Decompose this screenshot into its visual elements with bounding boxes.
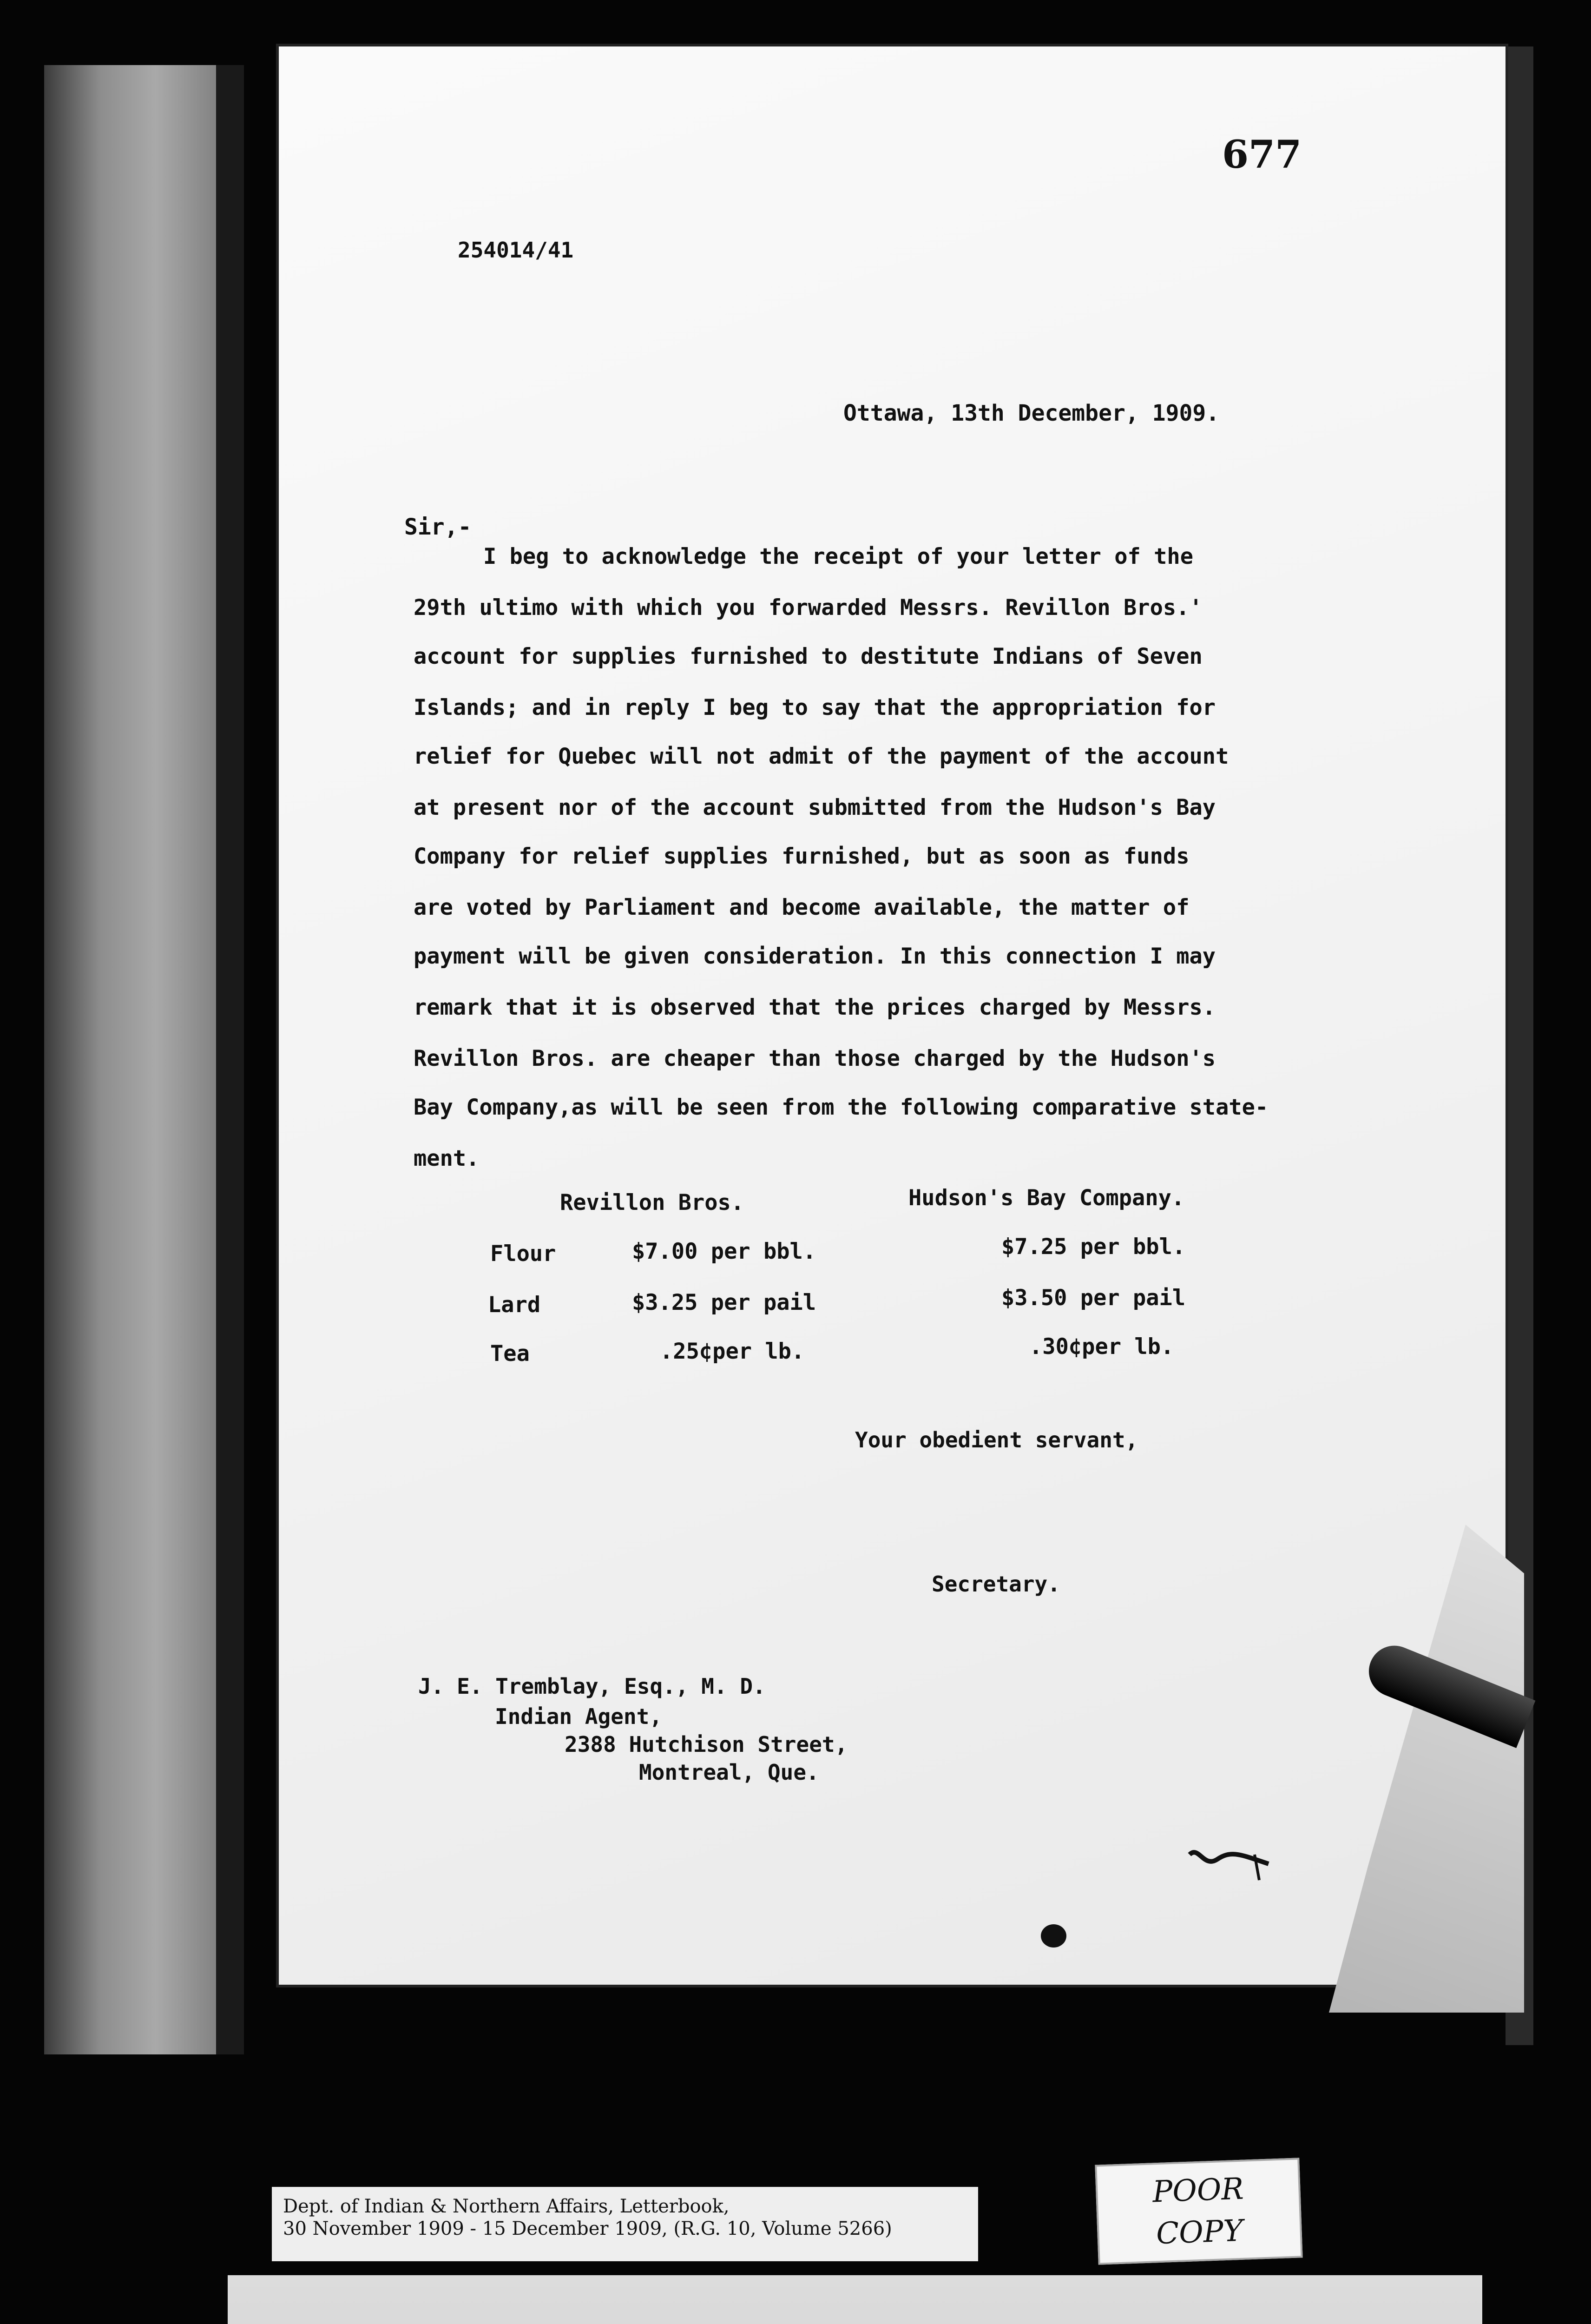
- archives-stamp: [228, 2275, 1482, 2324]
- signature-title: Secretary.: [932, 1571, 1060, 1597]
- note-line: COPY: [1155, 2213, 1244, 2251]
- table-header-revillon: Revillon Bros.: [560, 1190, 744, 1215]
- body-line: payment will be given consideration. In this connection I may: [414, 944, 1216, 969]
- body-line: Islands; and in reply I beg to say that the appropriation for: [414, 695, 1216, 720]
- table-price-hudson: .30¢per lb.: [1029, 1334, 1174, 1360]
- body-line: ment.: [414, 1146, 480, 1171]
- ink-blot: [1041, 1924, 1066, 1948]
- body-line: at present nor of the account submitted from the Hudson's Bay: [414, 795, 1216, 820]
- body-line: Company for relief supplies furnished, but as soon as funds: [414, 844, 1190, 869]
- table-price-revillon: $7.00 per bbl.: [632, 1239, 816, 1264]
- body-line: account for supplies furnished to destitute Indians of Seven: [414, 644, 1203, 669]
- body-line: relief for Quebec will not admit of the payment of the account: [414, 744, 1229, 769]
- table-header-hudson: Hudson's Bay Company.: [908, 1185, 1185, 1211]
- citation-label: [272, 2187, 978, 2261]
- address-line: Indian Agent,: [495, 1704, 663, 1729]
- table-item: Flour: [490, 1241, 556, 1267]
- address-line: Montreal, Que.: [639, 1760, 819, 1785]
- table-price-revillon: .25¢per lb.: [660, 1339, 805, 1364]
- binding-shadow: [216, 65, 244, 2054]
- address-line: 2388 Hutchison Street,: [565, 1732, 848, 1757]
- body-line: 29th ultimo with which you forwarded Messrs. Revillon Bros.': [414, 595, 1203, 621]
- file-number: 254014/41: [458, 238, 574, 263]
- table-price-hudson: $7.25 per bbl.: [1001, 1234, 1186, 1260]
- body-line: remark that it is observed that the prices charged by Messrs.: [414, 995, 1216, 1020]
- body-line: Bay Company,as will be seen from the following comparative state-: [414, 1095, 1269, 1120]
- ink-mark-icon: [1185, 1841, 1273, 1882]
- body-line: I beg to acknowledge the receipt of your letter of the: [483, 544, 1194, 569]
- table-price-hudson: $3.50 per pail: [1001, 1285, 1186, 1311]
- table-price-revillon: $3.25 per pail: [632, 1290, 816, 1315]
- page-number: 677: [1222, 132, 1302, 177]
- citation-line: 30 November 1909 - 15 December 1909, (R.G. 10, Volume 5266): [283, 2218, 892, 2239]
- body-line: Revillon Bros. are cheaper than those charged by the Hudson's: [414, 1046, 1216, 1071]
- note-line: POOR: [1152, 2172, 1244, 2210]
- closing: Your obedient servant,: [855, 1427, 1138, 1452]
- body-line: are voted by Parliament and become available, the matter of: [414, 895, 1190, 920]
- poor-copy-note: [1095, 2158, 1302, 2265]
- citation-line: Dept. of Indian & Northern Affairs, Letterbook,: [283, 2196, 730, 2217]
- date-line: Ottawa, 13th December, 1909.: [843, 400, 1220, 426]
- address-line: J. E. Tremblay, Esq., M. D.: [418, 1674, 766, 1699]
- salutation: Sir,-: [404, 514, 472, 540]
- adjacent-page-strip: [44, 65, 230, 2054]
- table-item: Lard: [488, 1292, 541, 1318]
- table-item: Tea: [490, 1341, 530, 1367]
